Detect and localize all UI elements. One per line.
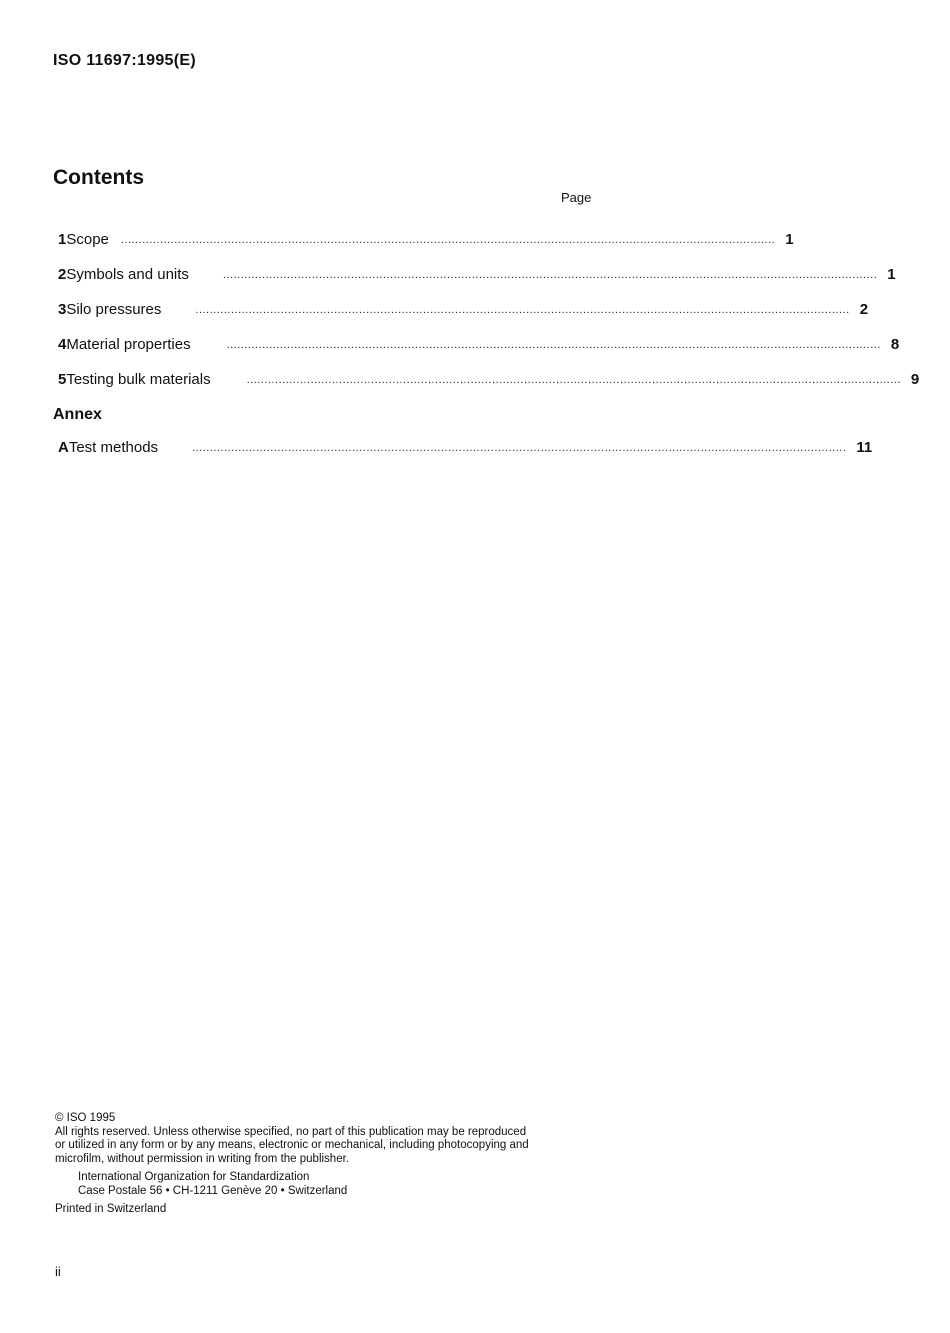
copyright-block bbox=[55, 1112, 615, 1217]
toc-entry-silo-pressures[interactable] bbox=[53, 292, 869, 327]
toc-entry-scope[interactable] bbox=[53, 222, 794, 257]
toc-leader-dots: ........................................................................................................................................................................................ bbox=[222, 268, 878, 281]
toc-entry-symbols-and-units[interactable] bbox=[53, 257, 896, 292]
toc-entry-page: 9 bbox=[910, 371, 920, 388]
toc-entry-number: 2 bbox=[58, 266, 67, 283]
toc-leader-dots: ........................................................................................................................................................................................ bbox=[246, 373, 901, 386]
annex-heading: Annex bbox=[53, 406, 102, 423]
toc-leader-dots: ........................................................................................................................................................................................ bbox=[195, 303, 850, 316]
rights-statement-line-1: All rights reserved. Unless otherwise specified, no part of this publication may be reproduced bbox=[55, 1125, 527, 1138]
toc-entry-testing-bulk-materials[interactable] bbox=[53, 362, 920, 397]
organization-name: International Organization for Standardization bbox=[78, 1171, 310, 1183]
rights-statement-line-3: microfilm, without permission in writing from the publisher. bbox=[55, 1152, 349, 1165]
printed-in: Printed in Switzerland bbox=[55, 1203, 167, 1215]
annex-table-of-contents bbox=[53, 430, 873, 465]
toc-entry-page: 1 bbox=[785, 231, 794, 248]
toc-entry-page: 8 bbox=[890, 336, 900, 353]
document-id: ISO 11697:1995(E) bbox=[53, 52, 196, 69]
toc-entry-title: Testing bulk materials bbox=[66, 371, 211, 388]
contents-title: Contents bbox=[53, 166, 144, 189]
page-number: ii bbox=[55, 1264, 61, 1279]
toc-entry-page: 2 bbox=[859, 301, 869, 318]
toc-leader-dots: ........................................................................................................................................................................................ bbox=[226, 338, 881, 351]
toc-entry-number: 1 bbox=[58, 231, 67, 248]
toc-entry-page: 1 bbox=[887, 266, 896, 283]
toc-entry-title: Symbols and units bbox=[66, 266, 189, 283]
toc-entry-test-methods[interactable] bbox=[53, 430, 873, 465]
copyright-line: © ISO 1995 bbox=[55, 1112, 116, 1124]
page-column-label: Page bbox=[561, 190, 592, 205]
toc-entry-title: Scope bbox=[66, 231, 109, 248]
toc-leader-dots: ........................................................................................................................................................................................ bbox=[192, 441, 847, 454]
toc-entry-title: Silo pressures bbox=[66, 301, 162, 318]
rights-statement-line-2: or utilized in any form or by any means, electronic or mechanical, including photocopying and bbox=[55, 1139, 529, 1151]
toc-entry-number: 3 bbox=[58, 301, 67, 318]
toc-entry-page: 11 bbox=[856, 439, 873, 456]
toc-entry-material-properties[interactable] bbox=[53, 327, 900, 362]
toc-leader-dots: ........................................................................................................................................................................................ bbox=[120, 233, 776, 246]
toc-entry-number: 4 bbox=[58, 336, 67, 353]
toc-entry-number: A bbox=[58, 439, 69, 456]
toc-entry-title: Test methods bbox=[68, 439, 159, 456]
toc-entry-number: 5 bbox=[58, 371, 67, 388]
organization-address: Case Postale 56 • CH-1211 Genève 20 • Switzerland bbox=[78, 1184, 348, 1197]
table-of-contents bbox=[53, 222, 920, 397]
toc-entry-title: Material properties bbox=[66, 336, 191, 353]
